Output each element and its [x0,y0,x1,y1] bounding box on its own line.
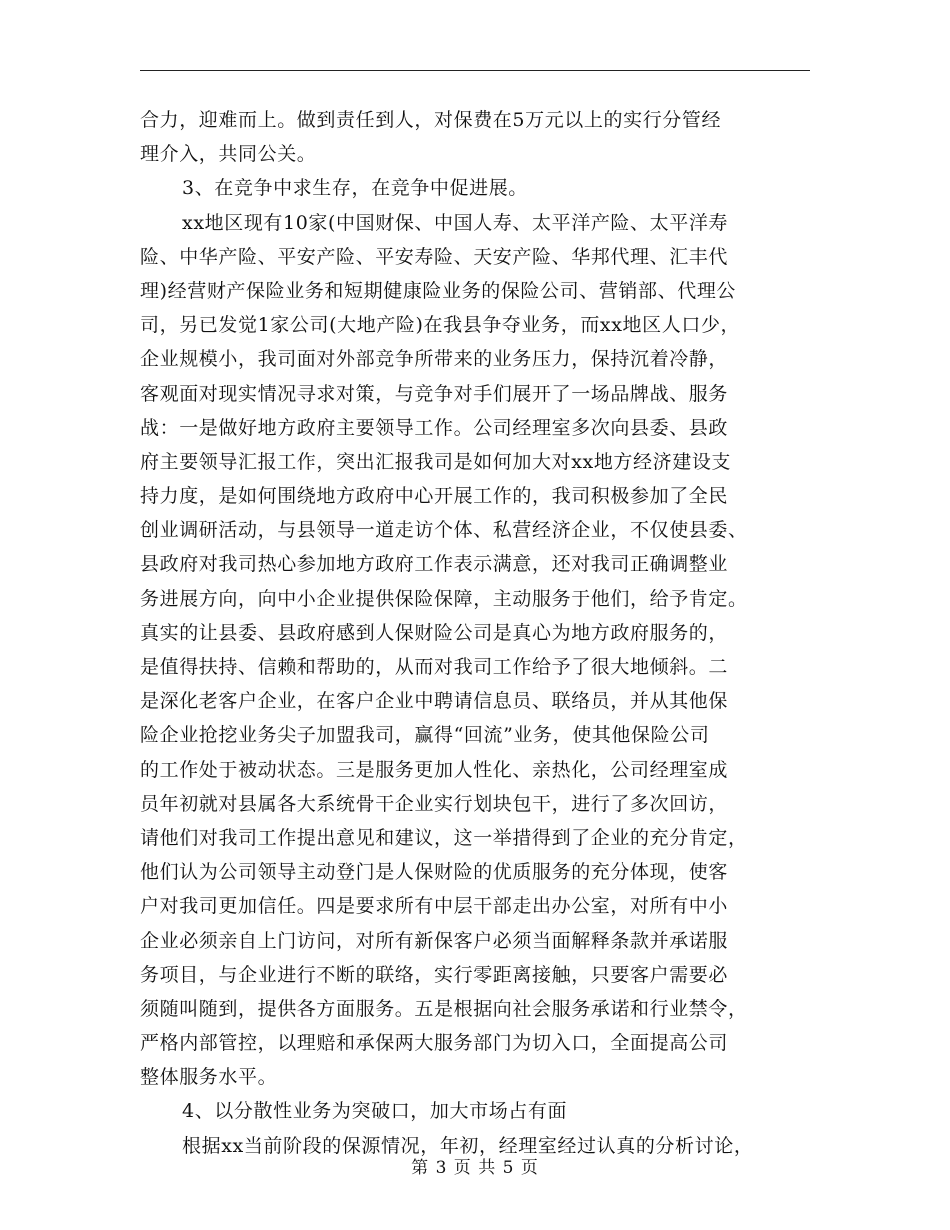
text-line-5: 险、中华产险、平安产险、平安寿险、天安产险、华邦代理、汇丰代 [140,245,729,268]
text-line-23: 他们认为公司领导主动登门是人保财险的优质服务的充分体现，使客 [140,861,729,884]
text-line-12: 持力度，是如何围绕地方政府中心开展工作的，我司积极参加了全民 [140,485,729,508]
text-line-16: 真实的让县委、县政府感到人保财险公司是真心为地方政府服务的， [140,621,729,644]
text-line-21: 员年初就对县属各大系统骨干企业实行划块包干，进行了多次回访， [140,792,729,815]
text-line-24: 户对我司更加信任。四是要求所有中层干部走出办公室，对所有中小 [140,895,729,918]
text-line-7: 司，另已发觉1家公司(大地产险)在我县争夺业务，而xx地区人口少， [140,314,741,337]
text-line-20: 的工作处于被动状态。三是服务更加人性化、亲热化，公司经理室成 [140,758,729,781]
text-line-1: 合力，迎难而上。做到责任到人，对保费在5万元以上的实行分管经 [140,109,722,131]
text-line-25: 企业必须亲自上门访问，对所有新保客户必须当面解释条款并承诺服 [140,929,729,952]
text-line-13: 创业调研活动，与县领导一道走访个体、私营经济企业，不仅使县委、 [140,519,748,542]
text-line-19: 险企业抢挖业务尖子加盟我司，赢得“回流”业务，使其他保险公司 [140,724,710,747]
text-line-22: 请他们对我司工作提出意见和建议，这一举措得到了企业的充分肯定， [140,826,748,849]
section-heading-4: 4、以分散性业务为突破口，加大市场占有面 [182,1100,568,1123]
text-line-18: 是深化老客户企业，在客户企业中聘请信息员、联络员，并从其他保 [140,690,729,713]
page-footer: 第 3 页 共 5 页 [411,1158,539,1178]
text-line-2: 理介入，共同公关。 [140,143,317,166]
paragraph-start: xx地区现有10家(中国财保、中国人寿、太平洋产险、太平洋寿 [182,211,729,234]
text-line-28: 严格内部管控，以理赔和承保两大服务部门为切入口，全面提高公司 [140,1032,729,1055]
text-line-8: 企业规模小，我司面对外部竞争所带来的业务压力，保持沉着冷静， [140,348,729,371]
text-line-10: 战：一是做好地方政府主要领导工作。公司经理室多次向县委、县政 [140,416,729,439]
text-line-26: 务项目，与企业进行不断的联络，实行零距离接触，只要客户需要必 [140,963,729,986]
text-line-17: 是值得扶持、信赖和帮助的，从而对我司工作给予了很大地倾斜。二 [140,656,729,678]
text-line-14: 县政府对我司热心参加地方政府工作表示满意，还对我司正确调整业 [140,553,729,576]
text-line-6: 理)经营财产保险业务和短期健康险业务的保险公司、营销部、代理公 [140,279,737,302]
text-line-15: 务进展方向，向中小企业提供保险保障，主动服务于他们，给予肯定。 [140,587,748,610]
paragraph-start-2: 根据xx当前阶段的保源情况，年初，经理室经过认真的分析讨论， [182,1134,754,1157]
header-rule [140,70,810,71]
section-heading-3: 3、在竞争中求生存，在竞争中促进展。 [182,177,528,200]
document-body [140,103,810,1163]
text-line-9: 客观面对现实情况寻求对策，与竞争对手们展开了一场品牌战、服务 [140,382,729,405]
text-line-29: 整体服务水平。 [140,1066,278,1089]
text-line-11: 府主要领导汇报工作，突出汇报我司是如何加大对xx地方经济建设支 [140,450,732,473]
text-line-27: 须随叫随到，提供各方面服务。五是根据向社会服务承诺和行业禁令， [140,997,748,1020]
